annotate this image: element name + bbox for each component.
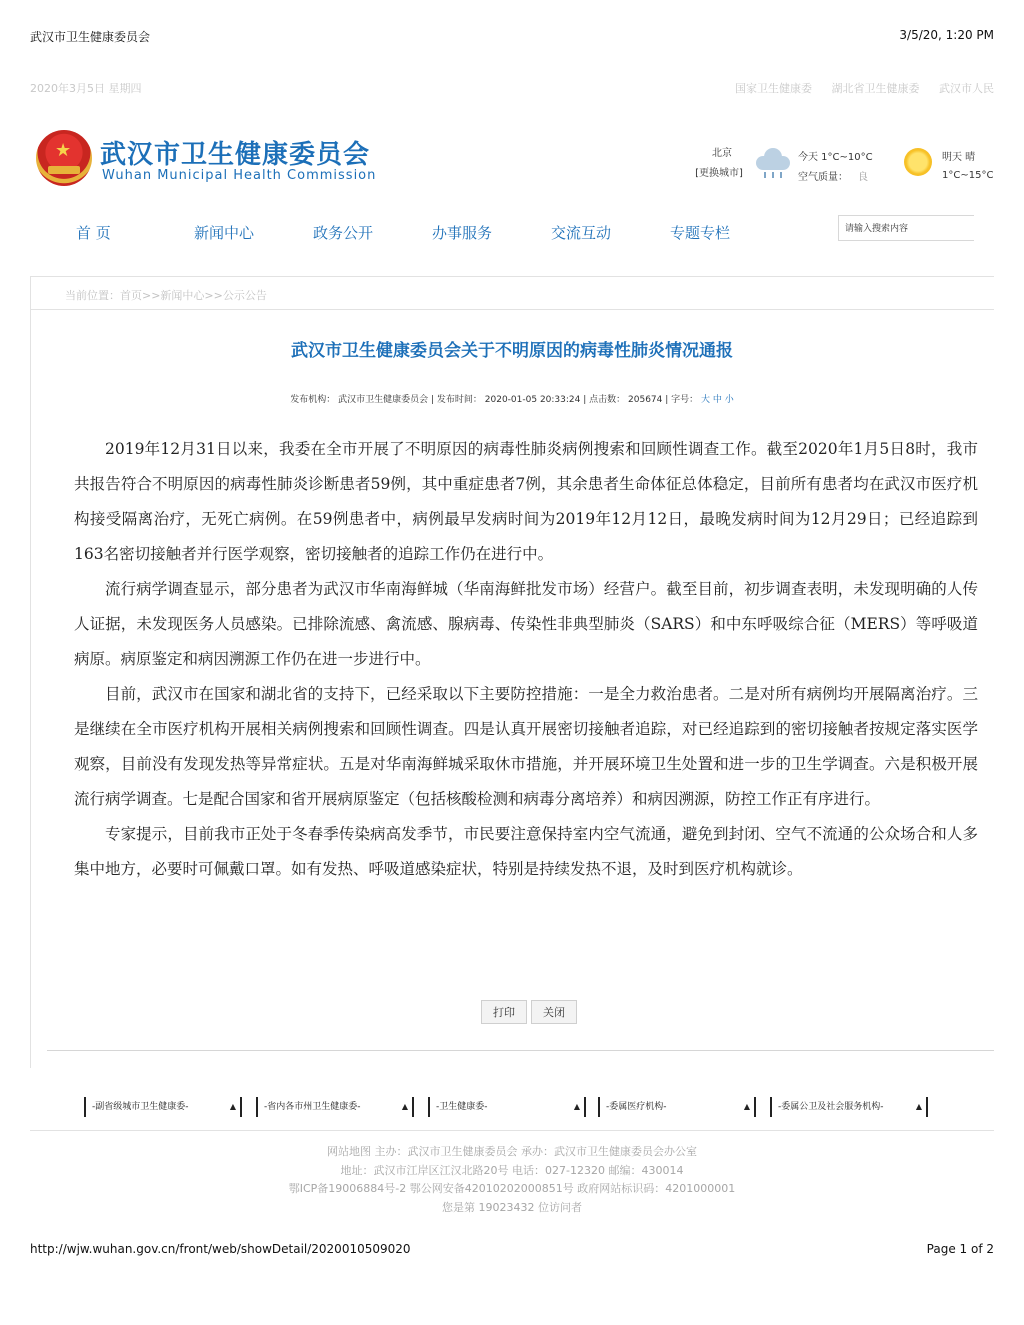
article-meta bbox=[30, 392, 994, 405]
site-footer bbox=[30, 1143, 994, 1217]
click-count: 205674 bbox=[628, 395, 663, 405]
cloud-rain-icon bbox=[756, 148, 790, 172]
print-footer-url: http://wjw.wuhan.gov.cn/front/web/showDetail/2020010509020 bbox=[30, 1242, 411, 1256]
select-value: -委属医疗机构- bbox=[606, 1102, 667, 1112]
logo-cn-text: 武汉市卫生健康委员会 bbox=[100, 140, 371, 170]
current-date: 2020年3月5日 星期四 bbox=[30, 82, 142, 95]
top-link-national[interactable]: 国家卫生健康委 bbox=[735, 82, 812, 95]
publish-time: 2020-01-05 20:33:24 bbox=[484, 395, 581, 405]
article-title: 武汉市卫生健康委员会关于不明原因的病毒性肺炎情况通报 bbox=[291, 341, 733, 361]
top-bar bbox=[30, 80, 994, 96]
select-value: -卫生健康委- bbox=[436, 1102, 488, 1112]
font-size-options[interactable]: 大 中 小 bbox=[701, 395, 734, 405]
select-arrow-icon: ▲ bbox=[573, 1102, 580, 1111]
select-provincial-cities[interactable] bbox=[256, 1097, 414, 1117]
logo-en-text: Wuhan Municipal Health Commission bbox=[102, 168, 377, 183]
footer-line-icp: 鄂ICP备19006884号-2 鄂公网安备42010202000851号 政府网站标识码：4201000001 bbox=[288, 1182, 736, 1195]
air-quality bbox=[798, 168, 868, 183]
nav-services[interactable]: 办事服务 bbox=[432, 224, 493, 242]
select-value: -省内各市州卫生健康委- bbox=[264, 1102, 361, 1112]
site-logo[interactable] bbox=[36, 128, 416, 192]
select-arrow-icon: ▲ bbox=[743, 1102, 750, 1111]
font-size-label: | 字号： bbox=[665, 395, 699, 405]
select-health-commission[interactable] bbox=[428, 1097, 586, 1117]
switch-city-link[interactable]: [更换城市] bbox=[695, 168, 743, 179]
weather-widget bbox=[690, 140, 1000, 190]
footer-divider bbox=[30, 1130, 994, 1131]
select-value: -副省级城市卫生健康委- bbox=[92, 1102, 189, 1112]
nav-government-affairs[interactable]: 政务公开 bbox=[313, 224, 374, 242]
content-divider bbox=[47, 1050, 994, 1051]
weather-tomorrow: 明天 晴 bbox=[942, 152, 976, 163]
select-sub-provincial[interactable] bbox=[84, 1097, 242, 1117]
air-quality-value: 良 bbox=[858, 172, 868, 183]
print-footer-page: Page 1 of 2 bbox=[926, 1242, 994, 1256]
select-public-health-institutions[interactable] bbox=[770, 1097, 928, 1117]
select-medical-institutions[interactable] bbox=[598, 1097, 756, 1117]
print-header-datetime: 3/5/20, 1:20 PM bbox=[899, 28, 994, 42]
weather-tomorrow-temp: 1°C~15°C bbox=[942, 170, 994, 181]
nav-news[interactable]: 新闻中心 bbox=[194, 224, 255, 242]
national-emblem-icon: ★ bbox=[36, 130, 92, 186]
footer-line-address: 地址：武汉市江岸区江汉北路20号 电话：027-12320 邮编：430014 bbox=[340, 1163, 684, 1177]
sun-icon bbox=[904, 148, 932, 176]
footer-line-visitors: 您是第 19023432 位访问者 bbox=[442, 1200, 582, 1214]
select-arrow-icon: ▲ bbox=[229, 1102, 236, 1111]
publisher: 武汉市卫生健康委员会 bbox=[338, 395, 429, 405]
select-arrow-icon: ▲ bbox=[915, 1102, 922, 1111]
top-link-wuhan[interactable]: 武汉市人民 bbox=[939, 82, 994, 95]
breadcrumb[interactable]: 当前位置：首页>>新闻中心>>公示公告 bbox=[65, 289, 267, 302]
select-arrow-icon: ▲ bbox=[401, 1102, 408, 1111]
main-nav bbox=[30, 222, 830, 242]
publish-time-label: | 发布时间： bbox=[431, 395, 482, 405]
close-button[interactable]: 关闭 bbox=[531, 1000, 577, 1024]
nav-home[interactable]: 首 页 bbox=[76, 224, 111, 242]
nav-interaction[interactable]: 交流互动 bbox=[551, 224, 612, 242]
top-link-hubei[interactable]: 湖北省卫生健康委 bbox=[831, 82, 920, 95]
article-paragraph: 2019年12月31日以来，我委在全市开展了不明原因的病毒性肺炎病例搜索和回顾性调查工作。截至2020年1月5日8时，我市共报告符合不明原因的病毒性肺炎诊断患者59例，其中重症患者7例，其余患者生命体征总体稳定，目前所有患者均在武汉市医疗机构接受隔离治疗，无死亡病例。在59例患者中，病例最早发病时间为2019年12月12日，最晚发病时间为12月29日；已经追踪到163名密切接触者并行医学观察，密切接触者的追踪工作仍在进行中。 bbox=[74, 440, 978, 563]
click-count-label: | 点击数： bbox=[583, 395, 626, 405]
search-input[interactable]: 请输入搜索内容 bbox=[838, 215, 974, 241]
publisher-label: 发布机构： bbox=[290, 395, 336, 405]
print-header-title: 武汉市卫生健康委员会 bbox=[30, 30, 151, 44]
top-links bbox=[719, 80, 994, 96]
article-paragraph: 流行病学调查显示，部分患者为武汉市华南海鲜城（华南海鲜批发市场）经营户。截至目前，初步调查表明，未发现明确的人传人证据，未发现医务人员感染。已排除流感、禽流感、腺病毒、传染性非典型肺炎（SARS）和中东呼吸综合征（MERS）等呼吸道病原。病原鉴定和病因溯源工作仍在进一步进行中。 bbox=[74, 580, 978, 668]
nav-topics[interactable]: 专题专栏 bbox=[670, 224, 731, 242]
footer-link-selects bbox=[84, 1097, 944, 1117]
weather-city: 北京 bbox=[712, 148, 732, 159]
print-header bbox=[30, 28, 994, 46]
print-button[interactable]: 打印 bbox=[481, 1000, 527, 1024]
breadcrumb-bar bbox=[30, 276, 994, 310]
article-paragraph: 目前，武汉市在国家和湖北省的支持下，已经采取以下主要防控措施：一是全力救治患者。二是对所有病例均开展隔离治疗。三是继续在全市医疗机构开展相关病例搜索和回顾性调查。四是认真开展密切接触者追踪，对已经追踪到的密切接触者按规定落实医学观察，目前没有发现发热等异常症状。五是对华南海鲜城采取休市措施，并开展环境卫生处置和进一步的卫生学调查。六是积极开展流行病学调查。七是配合国家和省开展病原鉴定（包括核酸检测和病毒分离培养）和病因溯源，防控工作正有序进行。 bbox=[74, 685, 978, 808]
article-body bbox=[74, 432, 978, 887]
footer-line-sponsor: 网站地图 主办：武汉市卫生健康委员会 承办：武汉市卫生健康委员会办公室 bbox=[327, 1145, 697, 1158]
air-quality-label: 空气质量： bbox=[798, 172, 848, 183]
article-paragraph: 专家提示，目前我市正处于冬春季传染病高发季节，市民要注意保持室内空气流通，避免到封闭、空气不流通的公众场合和人多集中地方，必要时可佩戴口罩。如有发热、呼吸道感染症状，特别是持续发热不退，及时到医疗机构就诊。 bbox=[74, 825, 978, 878]
print-footer bbox=[30, 1242, 994, 1258]
select-value: -委属公卫及社会服务机构- bbox=[778, 1102, 884, 1112]
weather-today: 今天 1°C~10°C bbox=[798, 152, 873, 163]
